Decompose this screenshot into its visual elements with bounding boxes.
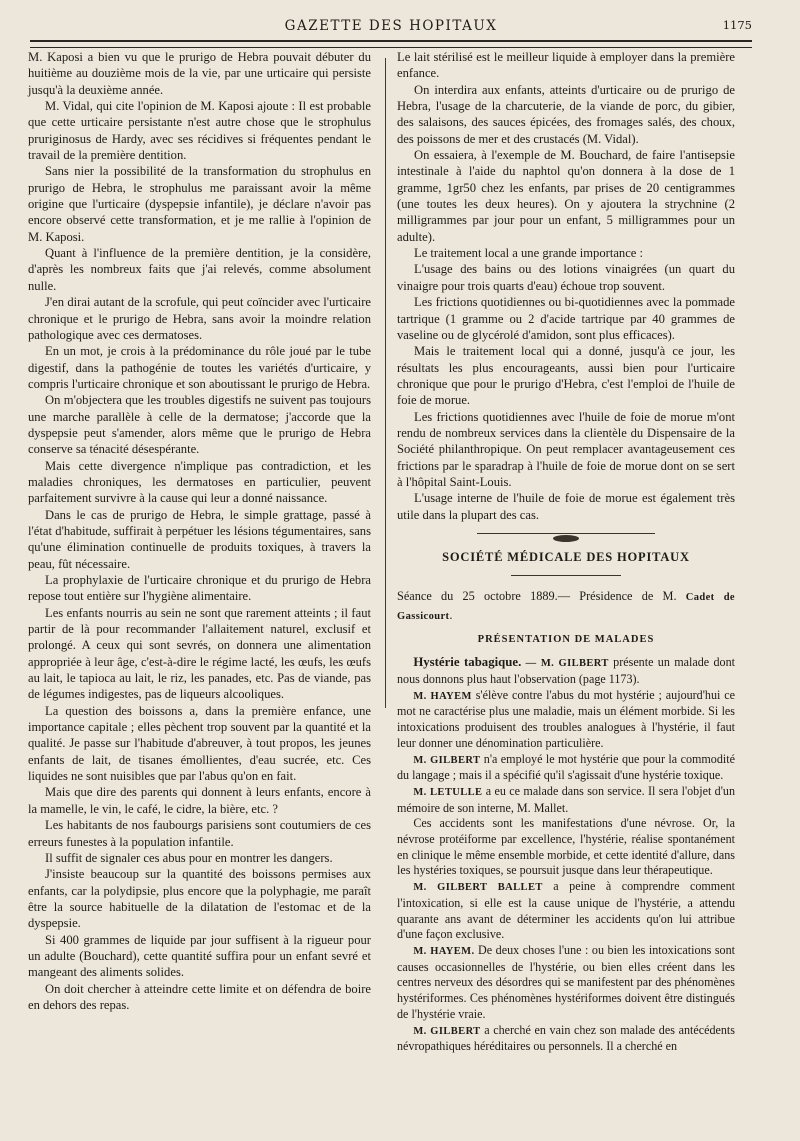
column-divider bbox=[385, 58, 386, 708]
paragraph: La question des boissons a, dans la première enfance, une importance capitale ; elles pèchent trop souvent par la quantité et la qualité. Je passe sur l'habitude d'abreuver, à tout propos, les jeunes enfants de lait, de tisanes émollientes, d'eau sucrée, etc. Ces liquides ne sont nuisibles que par l'abus qu'on en fait. bbox=[28, 703, 371, 784]
entry-text: a eu ce malade dans son service. Il sera l'objet d'un mémoire de son interne, M. Mallet. bbox=[397, 783, 736, 815]
paragraph: L'usage des bains ou des lotions vinaigrées (un quart du vinaigre pour trois quarts d'eau) échoue trop souvent. bbox=[397, 262, 735, 293]
paragraph: Mais cette divergence n'implique pas contradiction, et les maladies chroniques, les dermatoses en particulier, peuvent parfaitement survivre à la cause qui leur a donné naissance. bbox=[28, 458, 371, 506]
page-number: 1175 bbox=[722, 18, 752, 32]
report-entry bbox=[397, 752, 735, 784]
paragraph: L'usage interne de l'huile de foie de morue est également très utile dans la plupart des cas. bbox=[397, 491, 735, 522]
paragraph: On interdira aux enfants, atteints d'urticaire ou de prurigo de Hebra, l'usage de la charcuterie, de la viande de porc, du gibier, des salaisons, des sauces épicées, des fromages salés, des choux, des poissons de mer et des crustacés (M. Vidal). bbox=[397, 82, 735, 146]
left-column bbox=[28, 49, 371, 1013]
entry-speaker: M. LETULLE bbox=[413, 786, 483, 798]
right-column bbox=[397, 49, 735, 1055]
entry-text: Ces accidents sont les manifestations d'une névrose. Or, la névrose protéiforme par excellence, l'hystérie, réalise spontanément en clinique le même ensemble morbide, et cette identité d'allure, dans les hystéries toxiques, se poursuit jusque dans leur thérapeutique. bbox=[397, 816, 735, 878]
entry-text: n'a employé le mot hystérie que pour la commodité du langage ; mais il a spécifié qu'il s'agissait d'une hystérie toxique. bbox=[397, 751, 735, 783]
seance-president: Cadet de Gassicourt bbox=[397, 592, 735, 622]
paragraph: Les frictions quotidiennes avec l'huile de foie de morue m'ont rendu de nombreux services dans la clientèle du Dispensaire de la Société philanthropique. On peut remplacer avantageusement ces frictions par le sparadrap à l'huile de foie de morue dont on se sert à l'hôpital Saint-Louis. bbox=[397, 409, 735, 489]
paragraph: M. Kaposi a bien vu que le prurigo de Hebra pouvait débuter du huitième au douzième mois de la vie, par une urticaire qui persiste jusqu'à la deuxième année. bbox=[28, 50, 371, 97]
subheading: PRÉSENTATION DE MALADES bbox=[477, 634, 655, 645]
paragraph: Les frictions quotidiennes ou bi-quotidiennes avec la pommade tartrique (1 gramme ou 2 d'acide tartrique par 40 grammes de vaseline ou de glycérolé d'amidon, sont plus efficaces). bbox=[397, 295, 735, 342]
seance-prefix: Séance du 25 octobre 1889.— Présidence de M. bbox=[397, 589, 686, 604]
entry-speaker: M. GILBERT bbox=[413, 1025, 481, 1037]
entry-speaker: M. HAYEM bbox=[413, 690, 472, 702]
report-entry bbox=[397, 816, 735, 879]
ornament-separator bbox=[397, 527, 735, 541]
report-entries bbox=[397, 655, 735, 1055]
report-entry bbox=[397, 1023, 735, 1055]
separator-line bbox=[477, 533, 655, 534]
running-title: GAZETTE DES HOPITAUX bbox=[284, 18, 498, 34]
paragraph: On doit chercher à atteindre cette limite et on défendra de boire en dehors des repas. bbox=[28, 981, 371, 1012]
entry-title: Hystérie tabagique. bbox=[413, 655, 522, 670]
report-entry bbox=[397, 943, 735, 1023]
entry-speaker: M. HAYEM. bbox=[413, 946, 475, 957]
entry-speaker: M. GILBERT BALLET bbox=[413, 882, 543, 894]
entry-speaker: M. GILBERT bbox=[413, 754, 481, 766]
page-header bbox=[30, 14, 752, 36]
paragraph: Si 400 grammes de liquide par jour suffisent à la rigueur pour un adulte (Bouchard), cette quantité suffira pour un enfant sevré et mangeant des aliments solides. bbox=[28, 932, 371, 980]
paragraph: Le lait stérilisé est le meilleur liquide à employer dans la première enfance. bbox=[397, 50, 735, 81]
paragraph: Les enfants nourris au sein ne sont que rarement atteints ; il faut partir de là pour recommander l'allaitement naturel, exclusif et prolongé. A ceux qui sont sevrés, on donnera une alimentation appropriée à leur âge, c'est-à-dire le régime lacté, les œufs, les œufs au lait, le tapioca au lait, le riz, les panades, etc. Pas de viande, pas de légumes indigestes, pas de liqueurs alcooliques. bbox=[28, 605, 371, 702]
report-entry bbox=[397, 655, 735, 687]
paragraph: En un mot, je crois à la prédominance du rôle joué par le tube digestif, dans la pathogénie de toutes les variétés d'urticaire, y compris l'urticaire chronique et son aboutissant le prurigo de Hebra. bbox=[28, 344, 371, 391]
paragraph: M. Vidal, qui cite l'opinion de M. Kaposi ajoute : Il est probable que cette urticaire persistante n'est autre chose que le strophulus pruriginosus de Hardy, avec ses récidives si fréquentes pendant le travail de la première dentition. bbox=[28, 99, 371, 163]
paragraph: Il suffit de signaler ces abus pour en montrer les dangers. bbox=[45, 850, 333, 865]
report-entry bbox=[397, 879, 735, 943]
section-heading: SOCIÉTÉ MÉDICALE DES HOPITAUX bbox=[442, 549, 690, 564]
entry-text: a peine à comprendre comment l'intoxication, si elle est la cause unique de l'hystérie, a attendu quarante ans avant de déterminer les accidents qu'on lui attribue d'une façon exclusive. bbox=[397, 879, 735, 942]
paragraph: La prophylaxie de l'urticaire chronique et du prurigo de Hebra repose tout entière sur l'hygiène alimentaire. bbox=[28, 573, 371, 604]
entry-text: s'élève contre l'abus du mot hystérie ; aujourd'hui ce mot ne caractérise plus une maladie, mais un élément morbide. Si les intoxications produisent des troubles analogues à l'hystérie, il faut leur donner une dénomination particulière. bbox=[397, 687, 735, 750]
paragraph: On essaiera, à l'exemple de M. Bouchard, de faire l'antisepsie intestinale à l'aide du naphtol qu'on donnera à la dose de 1 gramme, 1gr50 chez les enfants, par prises de 20 centigrammes (une toutes les deux heures). On y ajoutera la strychnine (2 milligrammes par jour pour un enfant, 5 milligrammes pour un adulte). bbox=[397, 148, 735, 244]
paragraph: J'insiste beaucoup sur la quantité des boissons permises aux enfants, car la polydipsie, plus encore que la polyphagie, me paraît être la source habituelle de la dilatation de l'estomac et de la dyspepsie. bbox=[28, 867, 371, 931]
paragraph: Le traitement local a une grande importance : bbox=[414, 246, 644, 261]
header-double-rule bbox=[30, 40, 752, 48]
paragraph: J'en dirai autant de la scrofule, qui peut coïncider avec l'urticaire chronique et le prurigo de Hebra, sans avoir la moindre relation pathologique avec ces dermatoses. bbox=[28, 295, 371, 342]
seance-suffix: . bbox=[449, 607, 453, 622]
paragraph: On m'objectera que les troubles digestifs ne suivent pas toujours une marche parallèle à celle de la dermatose; j'accorde que la dyspepsie peut s'amender, alors même que le prurigo de Hebra conserve sa ténacité désespérante. bbox=[28, 393, 371, 457]
paragraph: Les habitants de nos faubourgs parisiens sont coutumiers de ces erreurs funestes à la population infantile. bbox=[28, 818, 371, 849]
paragraph: Dans le cas de prurigo de Hebra, le simple grattage, passé à l'état d'habitude, suffirait à perpétuer les lésions tégumentaires, sans qu'une élimination continuelle de produits toxiques, à travers la peau, fût nécessaire. bbox=[28, 507, 371, 571]
seance-line bbox=[397, 588, 735, 625]
entry-text: présente un malade dont nous donnons plus haut l'observation (page 1173). bbox=[397, 655, 735, 687]
paragraph: Mais le traitement local qui a donné, jusqu'à ce jour, les résultats les plus encourageants, aussi bien pour l'urticaire chronique que pour le prurigo d'Hebra, c'est l'emploi de l'huile de foie de morue. bbox=[397, 344, 735, 408]
report-entry bbox=[397, 784, 735, 816]
entry-speaker: — M. GILBERT bbox=[525, 658, 609, 670]
paragraph: Mais que dire des parents qui donnent à leurs enfants, encore à la mamelle, le vin, le café, le cidre, la bière, etc. ? bbox=[28, 785, 371, 816]
entry-text: a cherché en vain chez son malade des antécédents névropathiques héréditaires ou personnels. Il a cherché en bbox=[397, 1022, 735, 1054]
entry-text: De deux choses l'une : ou bien les intoxications sont causes occasionnelles de l'hystérie, ou bien elles créent dans les centres nerveux des désordres qui se manifestent par des phénomènes hystériformes. Ces phénomènes hystériformes doivent être distingués de l'hystérie vraie. bbox=[397, 943, 736, 1021]
paragraph: Quant à l'influence de la première dentition, je la considère, d'après les nombreux faits que j'ai relevés, comme absolument nulle. bbox=[28, 246, 371, 293]
paragraph: Sans nier la possibilité de la transformation du strophulus en prurigo de Hebra, le strophulus me paraissant avoir la même origine que l'urticaire (dyspepsie infantile), je déclare n'avoir pas encore observé cette transformation, et je me rallie à l'opinion de M. Kaposi. bbox=[28, 164, 371, 244]
short-rule bbox=[511, 575, 621, 576]
report-entry bbox=[397, 688, 735, 752]
separator-ornament bbox=[553, 535, 579, 542]
